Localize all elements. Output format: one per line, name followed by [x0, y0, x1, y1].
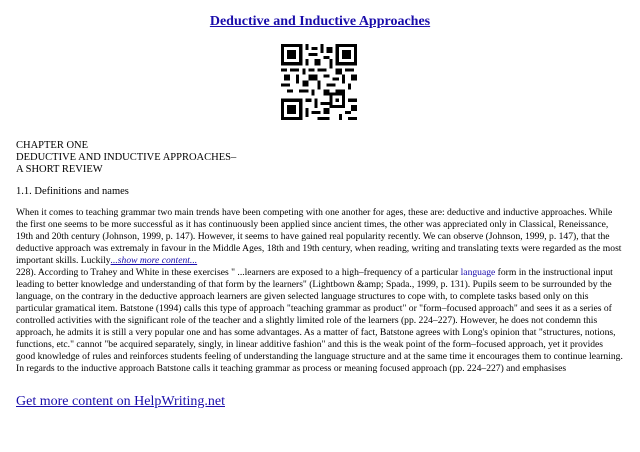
body-text-part-3: form in the instructional input leading to better knowledge and understanding of that form by the learners" (Lightbown &amp; Spada., 1999, p. 131). Pupils seem to be surrounded by the language, on the contrary in the deductive approach learners are given selected language structures to cope with, to complete tasks based only on this particular gramatical item. Batstone (1994) calls this type of approach "teaching grammar as product" or "form–focused approach" and sees it as a series of controlled activities with the significant role of the teacher and a slightly limited role of the learners (pp. 224–227). However, he does not condemn this approach, he admits it is still a very popular one and has some advantages. As a matter of fact, Batstone agrees with Long's opinion that "structures, notions, functions, etc." cannot "be acquired separately, singly, in linear additive fashion" and this is the weak point of the form–focused approach, yet it provides good knowledge of rules and reinforces students feeling of understanding the language structure and at the same time it encourages them to continue learning. In regards to the inductive approach Batstone calls it teaching grammar as process or meaning focused approach (pp. 224–227) and emphasises: [16, 267, 623, 374]
body-text-part-2: 228). According to Trahey and White in these exercises " ...learners are exposed to a high–frequency of a particular: [16, 267, 461, 278]
chapter-heading-line-1: CHAPTER ONE: [16, 140, 89, 151]
section-heading: 1.1. Definitions and names: [16, 186, 129, 197]
language-link[interactable]: language: [460, 267, 496, 278]
chapter-heading-line-2: DEDUCTIVE AND INDUCTIVE APPROACHES–: [16, 152, 237, 163]
show-more-link[interactable]: ...show more content...: [110, 255, 198, 266]
body-text-part-1: When it comes to teaching grammar two main trends have been competing with one another for ages, these are: deductive and inductive approaches. While the first one seems to be more successful as it has continuously been applied since ancient times, the other was appreciated only in Classical, Reneissance, 19th and 20th century (Johnson, 1999, p. 147). However, it seems to have gained real popularity recently. We can observe (Johnson, 1999, p. 147), that the deductive approach was extremaly in favour in the Middle Ages, 18th and 19th century, when reading, writing and translating texts were regarded as the most important skills. Luckily: [16, 207, 622, 266]
document-body: [16, 207, 624, 375]
get-more-content-link[interactable]: Get more content on HelpWriting.net: [16, 394, 225, 409]
document-title-link[interactable]: Deductive and Inductive Approaches: [209, 14, 431, 29]
chapter-heading: [16, 140, 236, 176]
chapter-heading-line-3: A SHORT REVIEW: [16, 164, 103, 175]
qr-code-icon: [281, 44, 357, 120]
